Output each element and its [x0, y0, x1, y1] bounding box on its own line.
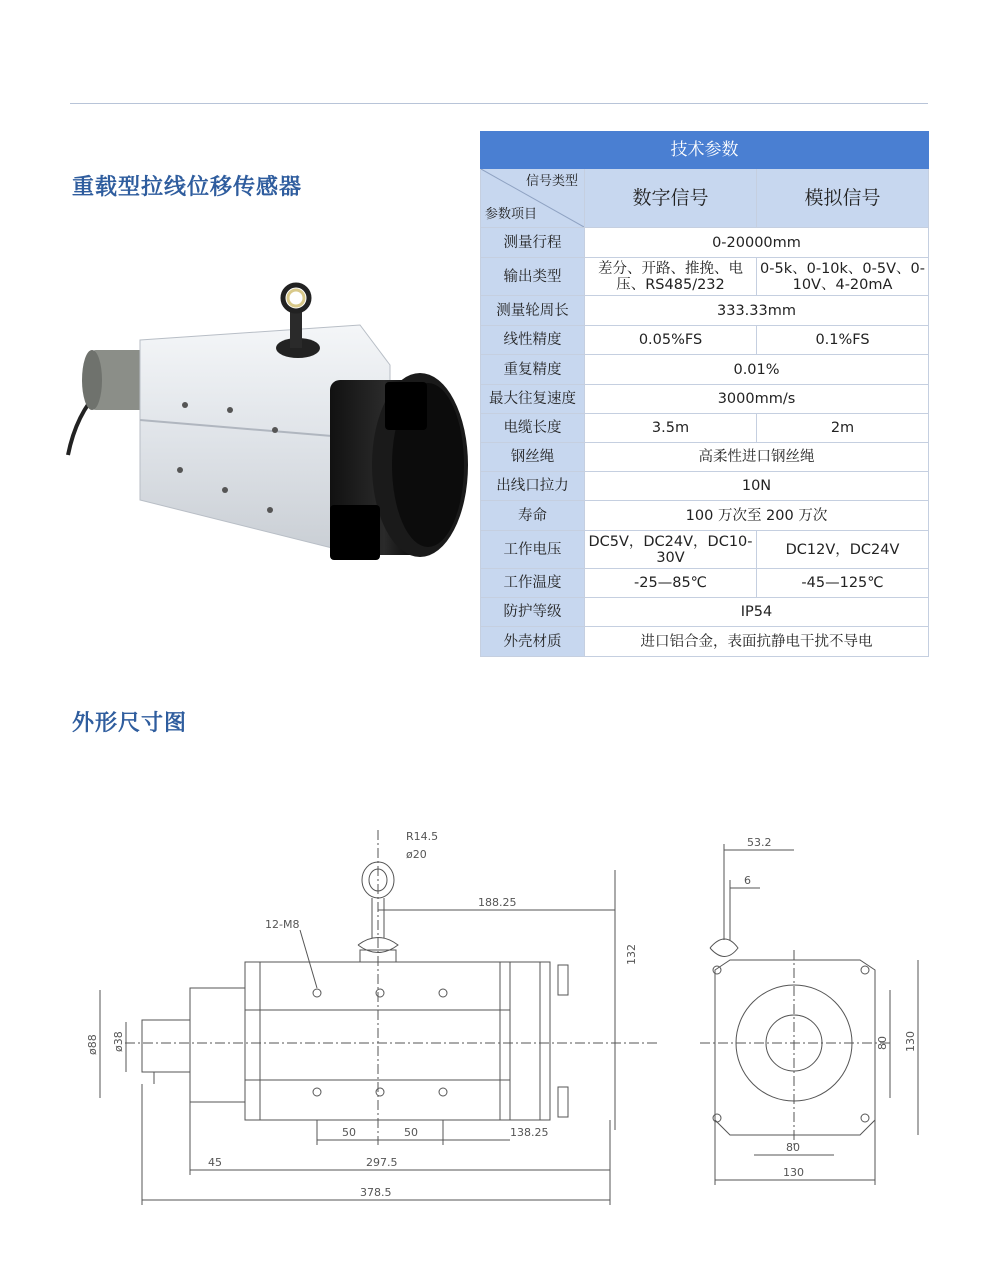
dim-d38: ø38 [112, 1031, 125, 1052]
spec-header: 技术参数 [481, 132, 929, 169]
row-value: IP54 [585, 598, 929, 627]
row-value: 100 万次至 200 万次 [585, 501, 929, 531]
row-label: 外壳材质 [481, 627, 585, 657]
dim-130v: 130 [904, 1031, 917, 1052]
row-digital: 3.5m [585, 414, 757, 443]
row-label: 线性精度 [481, 326, 585, 355]
row-label: 重复精度 [481, 355, 585, 385]
spec-corner-cell [481, 169, 585, 228]
row-label: 测量轮周长 [481, 296, 585, 326]
sensor-photo [60, 270, 480, 590]
row-value: 进口铝合金，表面抗静电干扰不导电 [585, 627, 929, 657]
dim-132: 132 [625, 944, 638, 965]
row-label: 工作温度 [481, 569, 585, 598]
dim-50b: 50 [404, 1126, 418, 1139]
row-value: 3000mm/s [585, 385, 929, 414]
dim-d88: ø88 [86, 1034, 99, 1055]
row-analog: 0.1%FS [757, 326, 929, 355]
row-value: 10N [585, 472, 929, 501]
top-divider [70, 103, 928, 104]
row-label: 寿命 [481, 501, 585, 531]
row-value: 0-20000mm [585, 228, 929, 258]
dim-188: 188.25 [478, 896, 517, 909]
row-analog: DC12V，DC24V [757, 531, 929, 569]
row-label: 电缆长度 [481, 414, 585, 443]
dim-80h: 80 [786, 1141, 800, 1154]
drawing-title: 外形尺寸图 [72, 711, 188, 736]
row-label: 防护等级 [481, 598, 585, 627]
col-analog: 模拟信号 [757, 169, 929, 228]
col-digital: 数字信号 [585, 169, 757, 228]
dimension-drawing [70, 800, 950, 1220]
row-value: 0.01% [585, 355, 929, 385]
dim-2975: 297.5 [366, 1156, 398, 1169]
corner-signal-type: 信号类型 [525, 174, 578, 189]
dim-r145: R14.5 [406, 830, 439, 843]
row-value: 高柔性进口钢丝绳 [585, 443, 929, 472]
row-digital: 0.05%FS [585, 326, 757, 355]
dim-130h: 130 [783, 1166, 804, 1179]
dim-m8: 12-M8 [265, 918, 300, 931]
dim-80v: 80 [876, 1036, 889, 1050]
row-analog: 0-5k、0-10k、0-5V、0-10V、4-20mA [757, 258, 929, 296]
dim-45: 45 [208, 1156, 222, 1169]
row-analog: 2m [757, 414, 929, 443]
dim-138: 138.25 [510, 1126, 549, 1139]
row-label: 最大往复速度 [481, 385, 585, 414]
row-label: 工作电压 [481, 531, 585, 569]
row-label: 钢丝绳 [481, 443, 585, 472]
dim-50a: 50 [342, 1126, 356, 1139]
row-value: 333.33mm [585, 296, 929, 326]
corner-param-item: 参数项目 [485, 207, 538, 222]
dim-d20: ø20 [406, 848, 427, 861]
row-digital: DC5V，DC24V，DC10-30V [585, 531, 757, 569]
row-label: 出线口拉力 [481, 472, 585, 501]
row-analog: -45—125℃ [757, 569, 929, 598]
row-digital: -25—85℃ [585, 569, 757, 598]
row-digital: 差分、开路、推挽、电压、RS485/232 [585, 258, 757, 296]
dim-532: 53.2 [747, 836, 772, 849]
row-label: 输出类型 [481, 258, 585, 296]
product-title: 重载型拉线位移传感器 [72, 175, 303, 200]
dim-6: 6 [744, 874, 751, 887]
dim-3785: 378.5 [360, 1186, 392, 1199]
spec-table [480, 131, 929, 657]
row-label: 测量行程 [481, 228, 585, 258]
